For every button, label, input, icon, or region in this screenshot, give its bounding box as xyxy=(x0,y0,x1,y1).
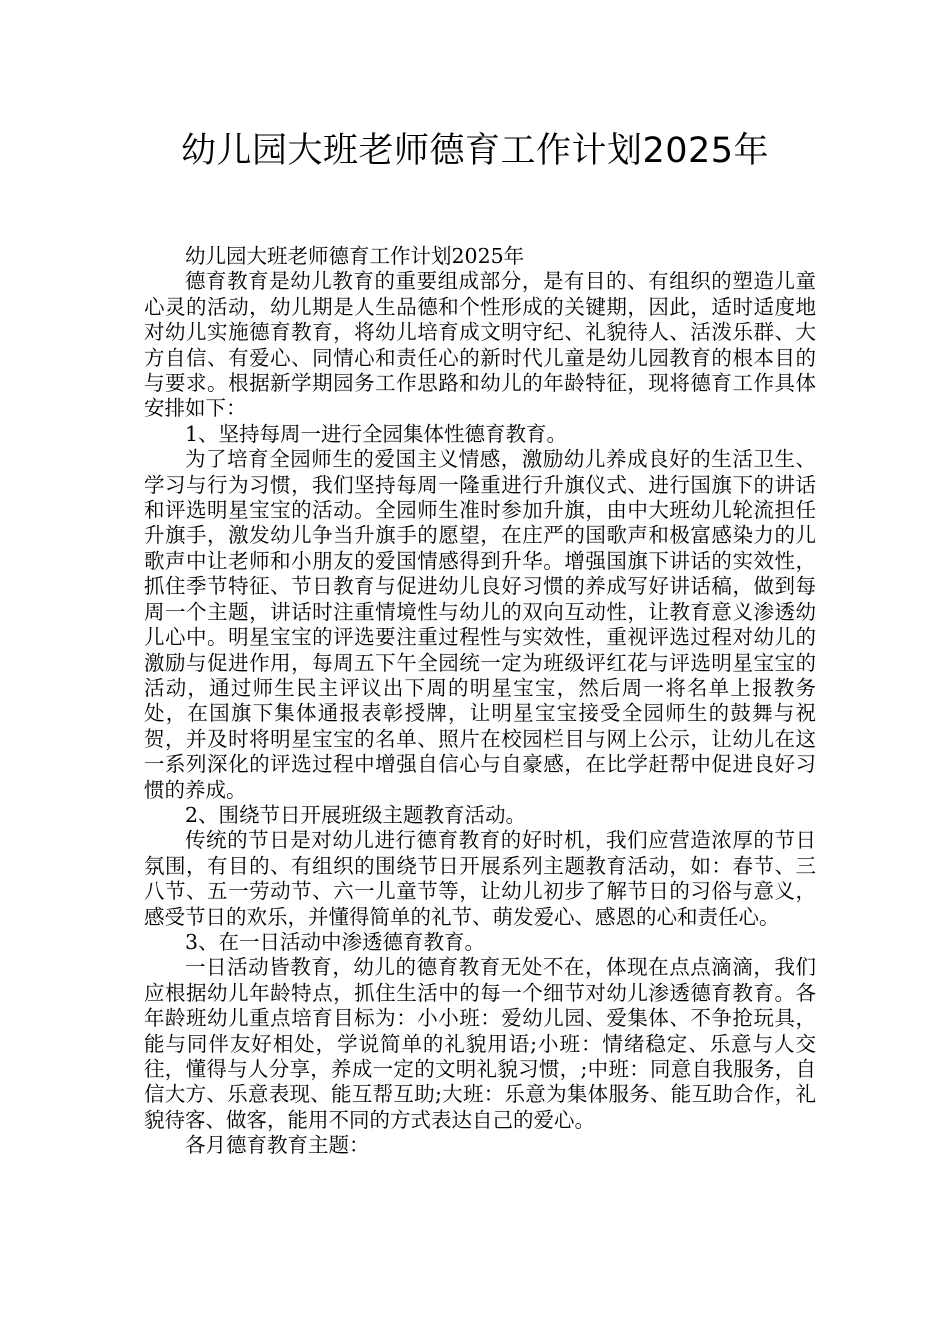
paragraph-intro: 德育教育是幼儿教育的重要组成部分，是有目的、有组织的塑造儿童心灵的活动，幼儿期是人生品德和个性形成的关键期，因此，适时适度地对幼儿实施德育教育，将幼儿培育成文明守纪、礼貌待人、活泼乐群、大方自信、有爱心、同情心和责任心的新时代儿童是幼儿园教育的根本目的与要求。根据新学期园务工作思路和幼儿的年龄特征，现将德育工作具体安排如下： xyxy=(144,269,816,421)
section-heading-2: 2、围绕节日开展班级主题教育活动。 xyxy=(185,802,527,827)
document-title: 幼儿园大班老师德育工作计划2025年 xyxy=(180,131,770,171)
paragraph-monthly-themes: 各月德育教育主题： xyxy=(185,1133,370,1158)
paragraph-section-3: 一日活动皆教育，幼儿的德育教育无处不在，体现在点点滴滴，我们应根据幼儿年龄特点，抓住生活中的每一个细节对幼儿渗透德育教育。各年龄班幼儿重点培育目标为：小小班：爱幼儿园、爱集体、不争抢玩具，能与同伴友好相处，学说简单的礼貌用语;小班：情绪稳定、乐意与人交往，懂得与人分享，养成一定的文明礼貌习惯，;中班：同意自我服务，自信大方、乐意表现、能互帮互助;大班：乐意为集体服务、能互助合作，礼貌待客、做客，能用不同的方式表达自己的爱心。 xyxy=(144,955,816,1132)
paragraph-section-1: 为了培育全园师生的爱国主义情感，激励幼儿养成良好的生活卫生、学习与行为习惯，我们坚持每周一隆重进行升旗仪式、进行国旗下的讲话和评选明星宝宝的活动。全园师生准时参加升旗，由中大班幼儿轮流担任升旗手，激发幼儿争当升旗手的愿望，在庄严的国歌声和极富感染力的儿歌声中让老师和小朋友的爱国情感得到升华。增强国旗下讲话的实效性，抓住季节特征、节日教育与促进幼儿良好习惯的养成写好讲话稿，做到每周一个主题，讲话时注重情境性与幼儿的双向互动性，让教育意义渗透幼儿心中。明星宝宝的评选要注重过程性与实效性，重视评选过程对幼儿的激励与促进作用，每周五下午全园统一定为班级评红花与评选明星宝宝的活动，通过师生民主评议出下周的明星宝宝，然后周一将名单上报教务处，在国旗下集体通报表彰授牌，让明星宝宝接受全园师生的鼓舞与祝贺，并及时将明星宝宝的名单、照片在校园栏目与网上公示，让幼儿在这一系列深化的评选过程中增强自信心与自豪感，在比学赶帮中促进良好习惯的养成。 xyxy=(144,447,816,802)
paragraph-heading-repeat: 幼儿园大班老师德育工作计划2025年 xyxy=(185,244,525,268)
document-body xyxy=(144,244,816,1159)
paragraph-section-2: 传统的节日是对幼儿进行德育教育的好时机，我们应营造浓厚的节日氛围，有目的、有组织的围绕节日开展系列主题教育活动，如：春节、三八节、五一劳动节、六一儿童节等，让幼儿初步了解节日的习俗与意义，感受节日的欢乐，并懂得简单的礼节、萌发爱心、感恩的心和责任心。 xyxy=(144,828,816,929)
section-heading-1: 1、坚持每周一进行全园集体性德育教育。 xyxy=(185,421,568,446)
section-heading-3: 3、在一日活动中渗透德育教育。 xyxy=(185,929,486,954)
